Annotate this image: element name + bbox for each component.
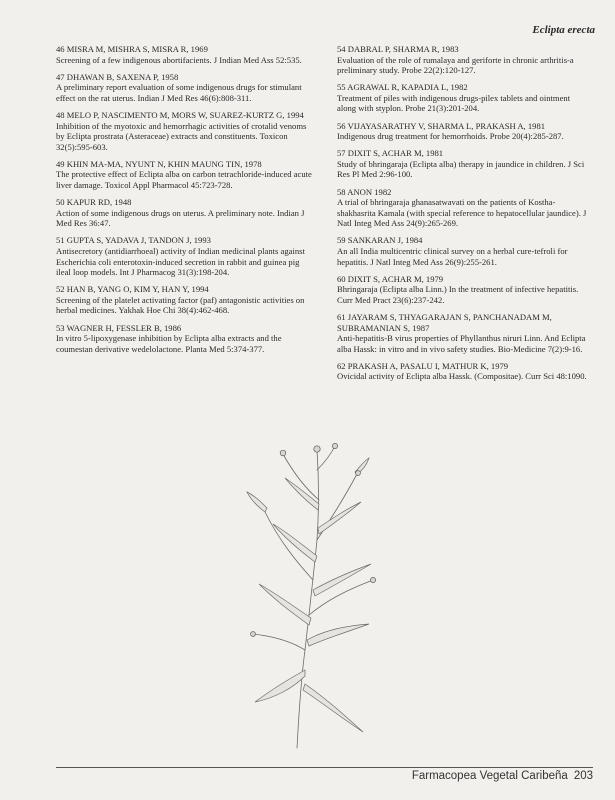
reference-authors-year: 46 MISRA M, MISHRA S, MISRA R, 1969	[56, 44, 208, 54]
reference-citation: A preliminary report evaluation of some indigenous drugs for stimulant effect on the rat uterus. Indian J Med Res 46(6):808-311.	[56, 82, 302, 103]
reference-citation: Ovicidal activity of Eclipta alba Hassk. (Compositae). Curr Sci 48:1090.	[337, 371, 587, 382]
publication-title: Farmacopea Vegetal Caribeña	[411, 770, 568, 782]
reference-entry	[337, 82, 591, 114]
reference-entry	[337, 235, 591, 267]
reference-authors-year: 60 DIXIT S, ACHAR M, 1979	[337, 273, 444, 284]
reference-citation: Evaluation of the role of rumalaya and geriforte in chronic arthritis-a preliminary study. Probe 22(2):120-127.	[337, 54, 574, 76]
reference-entry	[56, 323, 314, 355]
reference-citation: Screening of the platelet activating factor (paf) antagonistic activities on herbal medicines. Yakhak Hoe Chi 38(4):462-468.	[56, 294, 305, 316]
reference-citation: Inhibition of the myotoxic and hemorrhagic activities of crotalid venoms by Eclipta prostrata (Asteraceae) extracts and constituents. Toxicon 32(5):595-603.	[56, 120, 307, 152]
reference-authors-year: 49 KHIN MA-MA, NYUNT N, KHIN MAUNG TIN, 1978	[56, 158, 262, 169]
reference-entry	[56, 72, 314, 104]
reference-authors-year: 52 HAN B, YANG O, KIM Y, HAN Y, 1994	[56, 284, 209, 295]
reference-authors-year: 50 KAPUR RD, 1948	[56, 197, 132, 208]
reference-citation: Antisecretory (antidiarrhoeal) activity of Indian medicinal plants against Escherichia coli enterotoxin-induced secretion in rabbit and guinea pig ileal loop models. Int J Pharmacog 31(3):198-204.	[56, 246, 305, 278]
reference-entry	[56, 110, 314, 152]
reference-entry	[337, 44, 591, 76]
reference-authors-year: 57 DIXIT S, ACHAR M, 1981	[337, 148, 444, 159]
reference-citation: Treatment of piles with indigenous drugs-pilex tablets and ointment along with styplon. Probe 21(3):201-204.	[337, 92, 571, 114]
page-number: 203	[573, 770, 593, 782]
reference-authors-year: 51 GUPTA S, YADAVA J, TANDON J, 1993	[56, 235, 211, 246]
reference-authors-year: 48 MELO P, NASCIMENTO M, MORS W, SUAREZ-KURTZ G, 1994	[56, 109, 304, 120]
reference-authors-year: 58 ANON 1982	[337, 186, 392, 197]
reference-entry	[56, 44, 314, 65]
reference-citation: Anti-hepatitis-B virus properties of Phyllanthus niruri Linn. And Eclipta alba Hassk: in vitro and in vivo safety studies. Bio-Medicine 7(2):9-16.	[337, 333, 586, 354]
reference-citation: In vitro 5-lipoxygenase inhibition by Eclipta alba extracts and the coumestan derivative wedelolactone. Planta Med 5:374-377.	[56, 333, 282, 354]
reference-entry	[337, 121, 591, 142]
reference-entry	[56, 235, 314, 277]
footer-rule	[56, 767, 593, 768]
reference-entry	[337, 187, 591, 229]
reference-authors-year: 55 AGRAWAL R, KAPADIA L, 1982	[337, 82, 468, 93]
running-title: Eclipta erecta	[532, 24, 595, 36]
reference-entry	[337, 148, 591, 180]
references-right-column	[337, 44, 591, 389]
reference-citation: Indigenous drug treatment for hemorrhoids. Probe 20(4):285-287.	[337, 131, 564, 142]
reference-authors-year: 47 DHAWAN B, SAXENA P, 1958	[56, 71, 179, 82]
reference-entry	[337, 312, 591, 354]
reference-entry	[56, 197, 314, 229]
reference-entry	[56, 159, 314, 191]
reference-citation: A trial of bhringaraja ghanasatwavati on the patients of Kostha-shakhasrita Kamala (with special reference to hepatocellular jaundice). J Natl Integ Med Ass 24(9):265-269.	[337, 197, 587, 229]
reference-authors-year: 62 PRAKASH A, PASALU I, MATHUR K, 1979	[337, 360, 509, 371]
page-footer	[412, 770, 593, 782]
reference-citation: Action of some indigenous drugs on uterus. A preliminary note. Indian J Med Res 36:47.	[56, 207, 305, 229]
references-left-column	[56, 44, 314, 361]
reference-citation: Study of bhringaraja (Eclipta alba) therapy in jaundice in children. J Sci Res Pl Med 2:96-100.	[337, 158, 585, 180]
reference-entry	[337, 274, 591, 306]
reference-authors-year: 54 DABRAL P, SHARMA R, 1983	[337, 44, 459, 54]
reference-entry	[337, 361, 591, 382]
reference-authors-year: 53 WAGNER H, FESSLER B, 1986	[56, 322, 182, 333]
reference-citation: Bhringaraja (Eclipta alba Linn.) In the treatment of infective hepatitis. Curr Med Pract 23(6):237-242.	[337, 284, 579, 305]
reference-authors-year: 59 SANKARAN J, 1984	[337, 235, 423, 246]
reference-authors-year: 61 JAYARAM S, THYAGARAJAN S, PANCHANADAM M, SUBRAMANIAN S, 1987	[337, 311, 552, 333]
plant-illustration	[235, 440, 395, 752]
reference-citation: The protective effect of Eclipta alba on carbon tetrachloride-induced acute liver damage. Toxicol Appl Pharmacol 45:723-728.	[56, 169, 312, 191]
reference-citation: Screening of a few indigenous abortifacients. J Indian Med Ass 52:535.	[56, 54, 302, 65]
reference-entry	[56, 284, 314, 316]
reference-citation: An all India multicentric clinical survey on a herbal cure-tefroli for hepatitis. J Natl Integ Med Ass 26(9):255-261.	[337, 246, 568, 267]
reference-authors-year: 56 VIJAYASARATHY V, SHARMA L, PRAKASH A, 1981	[337, 120, 546, 131]
